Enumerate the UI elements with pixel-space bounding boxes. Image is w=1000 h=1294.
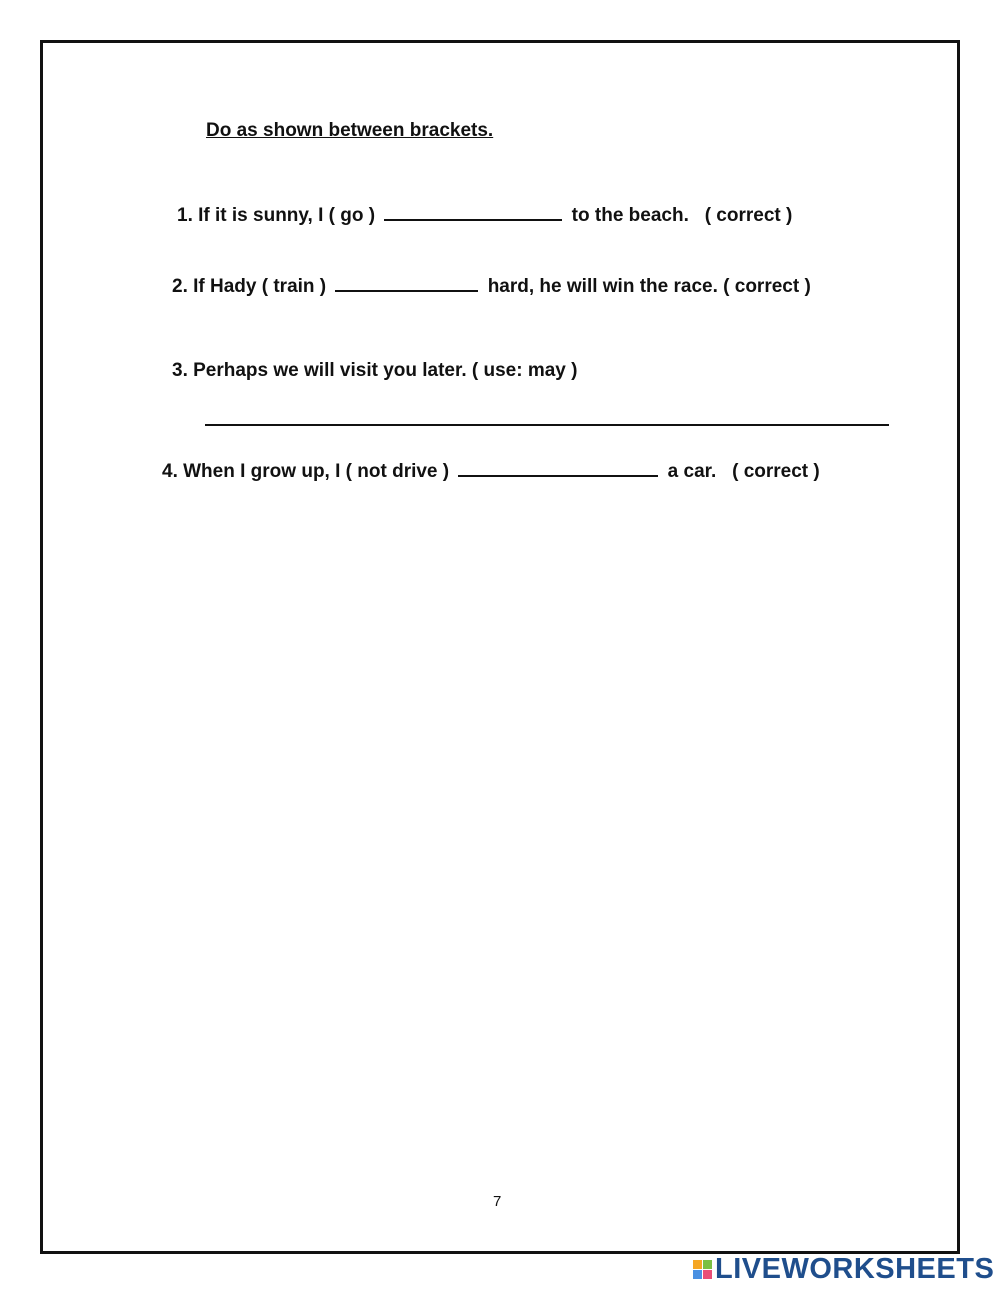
logo-block (703, 1260, 712, 1269)
logo-text: LIVEWORKSHEETS (715, 1252, 995, 1285)
question-1-answer-blank[interactable] (384, 203, 562, 221)
question-4 (162, 459, 820, 483)
question-2-answer-blank[interactable] (335, 274, 478, 292)
liveworksheets-logo (693, 1253, 994, 1285)
page-number: 7 (493, 1193, 502, 1210)
question-4-answer-blank[interactable] (458, 459, 658, 477)
question-4-suffix: a car. ( correct ) (662, 461, 820, 482)
question-2-suffix: hard, he will win the race. ( correct ) (482, 276, 811, 297)
logo-block (693, 1260, 702, 1269)
question-4-prompt: 4. When I grow up, I ( not drive ) (162, 461, 455, 482)
logo-block (693, 1270, 702, 1279)
question-1 (177, 203, 792, 227)
logo-block (703, 1270, 712, 1279)
question-3: 3. Perhaps we will visit you later. ( use: may ) (172, 360, 578, 381)
question-1-suffix: to the beach. ( correct ) (566, 205, 793, 226)
question-1-prompt: 1. If it is sunny, I ( go ) (177, 205, 381, 226)
question-2 (172, 274, 811, 298)
instruction-heading: Do as shown between brackets. (206, 120, 494, 141)
question-2-prompt: 2. If Hady ( train ) (172, 276, 332, 297)
question-3-answer-line[interactable] (205, 424, 889, 426)
logo-blocks-icon (693, 1260, 712, 1279)
